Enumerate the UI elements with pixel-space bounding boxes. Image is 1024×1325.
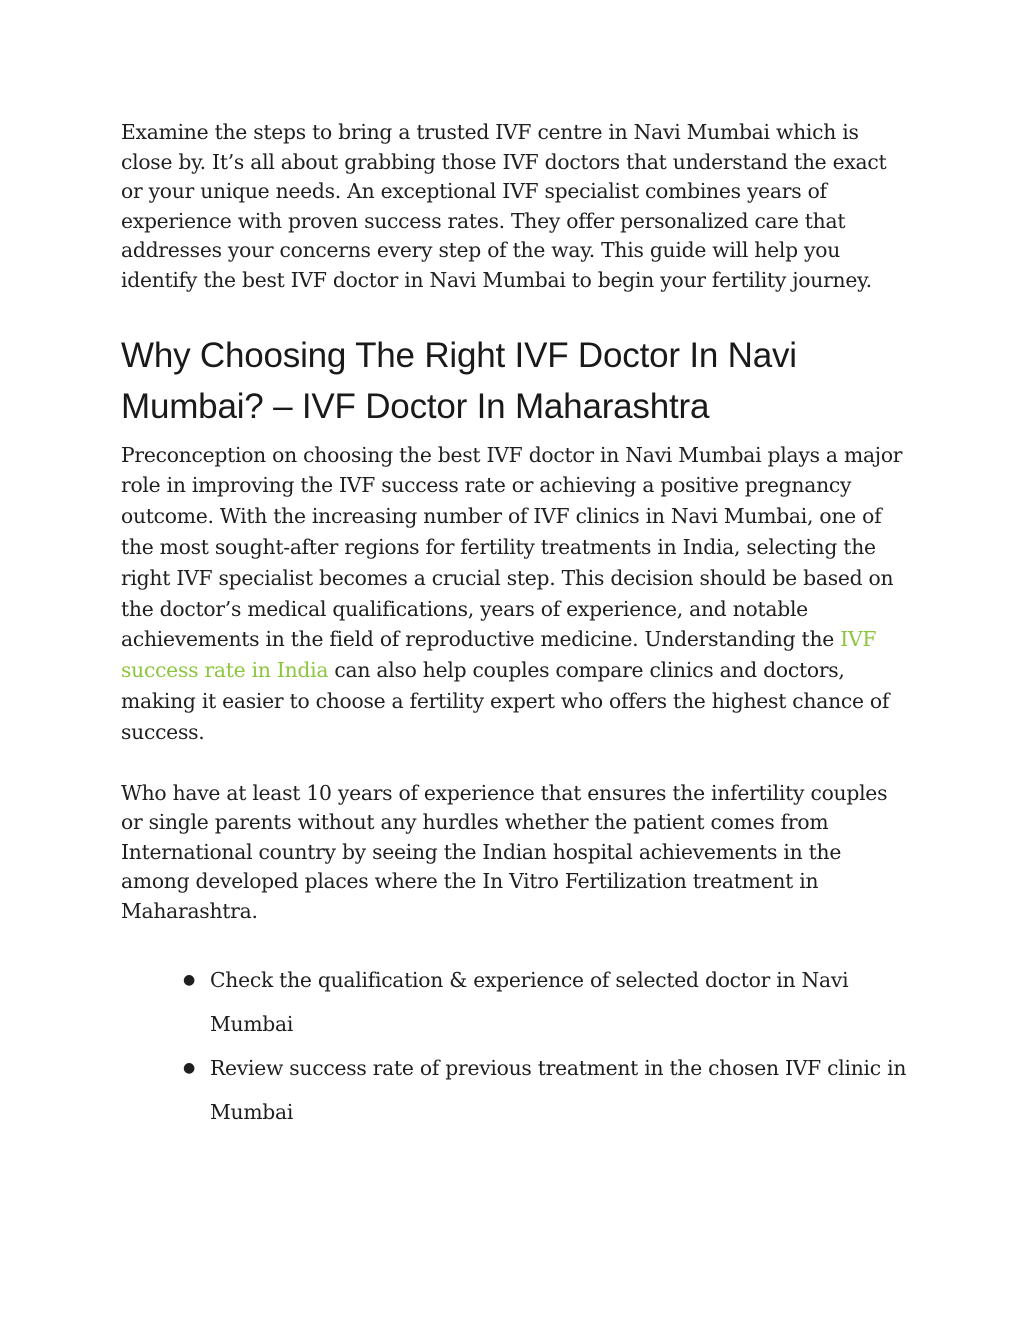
- list-item: [183, 958, 911, 1046]
- bullet-icon: ●: [183, 1059, 195, 1076]
- intro-paragraph: Examine the steps to bring a trusted IVF centre in Navi Mumbai which is close by. It’s all about grabbing those IVF doctors that understand the exact or your unique needs. An exceptional IVF specialist combines years of experience with proven success rates. They offer personalized care that addresses your concerns every step of the way. This guide will help you identify the best IVF doctor in Navi Mumbai to begin your fertility journey.: [121, 120, 887, 292]
- body-paragraph-1-text-end: can also help couples compare clinics and doctors, making it easier to choose a fertility expert who offers the highest chance of success.: [121, 658, 890, 744]
- section-heading: Why Choosing The Right IVF Doctor In Navi Mumbai? – IVF Doctor In Maharashtra: [121, 335, 797, 426]
- checklist: [121, 958, 911, 1134]
- document-page: [121, 118, 911, 1134]
- body-paragraph-2: Who have at least 10 years of experience that ensures the infertility couples or single parents without any hurdles whether the patient comes from International country by seeing the Indian hospital achievements in the among developed places where the In Vitro Fertilization treatment in Maharashtra.: [121, 780, 888, 923]
- list-item-text: Review success rate of previous treatment in the chosen IVF clinic in Mumbai: [210, 1055, 907, 1124]
- body-paragraph-1: [121, 440, 911, 748]
- list-item: [183, 1046, 911, 1134]
- bullet-icon: ●: [183, 971, 195, 988]
- list-item-text: Check the qualification & experience of selected doctor in Navi Mumbai: [210, 967, 849, 1036]
- ivf-success-rate-link[interactable]: IVF success rate in India: [121, 627, 877, 683]
- body-paragraph-1-text-start: Preconception on choosing the best IVF doctor in Navi Mumbai plays a major role in improving the IVF success rate or achieving a positive pregnancy outcome. With the increasing number of IVF clinics in Navi Mumbai, one of the most sought-after regions for fertility treatments in India, selecting the right IVF specialist becomes a crucial step. This decision should be based on the doctor’s medical qualifications, years of experience, and notable achievements in the field of reproductive medicine. Understanding the: [121, 442, 903, 652]
